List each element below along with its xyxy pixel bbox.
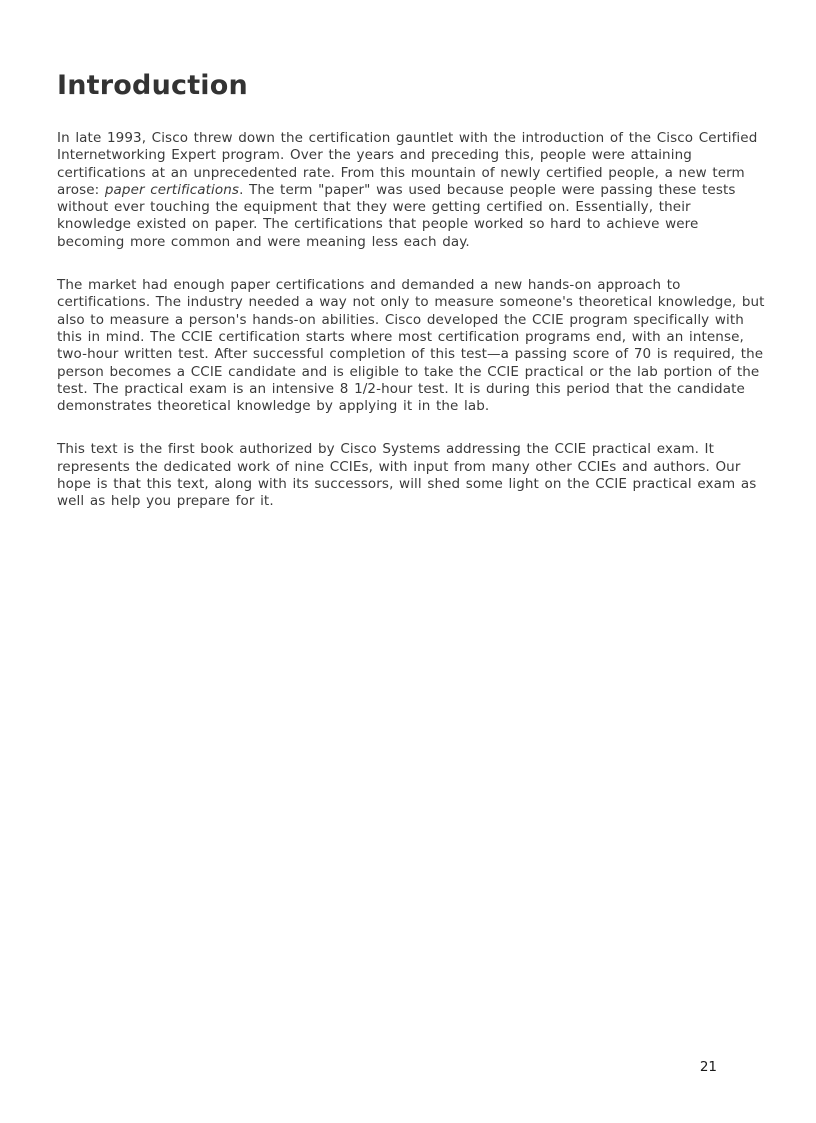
paragraph-1-text-post: . The term "paper" was used because people were passing these tests without ever touching the equipment that they were getting certified on. Essentially, their knowledge existed on paper. The certifications that people worked so hard to achieve were becoming more common and were meaning less each day. — [57, 181, 736, 250]
paragraph-1-text-pre: In late 1993, Cisco threw down the certification gauntlet with the introduction of the Cisco Certified Internetworking Expert program. Over the years and preceding this, people were attaining certifications at an unprecedented rate. From this mountain of newly certified people, a new term arose: — [57, 130, 758, 198]
page-number: 21 — [699, 1059, 717, 1075]
paragraph-intro-history — [57, 130, 767, 251]
paragraph-book-purpose: This text is the first book authorized by Cisco Systems addressing the CCIE practical exam. It represents the dedicated work of nine CCIEs, with input from many other CCIEs and authors. Our hope is that this text, along with its successors, will shed some light on the CCIE practical exam as well as help you prepare for it. — [57, 441, 757, 510]
paragraph-1-italic-phrase: paper certifications — [104, 181, 240, 198]
paragraph-market-demand: The market had enough paper certifications and demanded a new hands-on approach to certifications. The industry needed a way not only to measure someone's theoretical knowledge, but also to measure a person's hands-on abilities. Cisco developed the CCIE program specifically with this in mind. The CCIE certification starts where most certification programs end, with an intense, two-hour written test. After successful completion of this test—a passing score of 70 is required, the person becomes a CCIE candidate and is eligible to take the CCIE practical or the lab portion of the test. The practical exam is an intensive 8 1/2-hour test. It is during this period that the candidate demonstrates theoretical knowledge by applying it in the lab. — [57, 277, 765, 415]
page-content — [57, 70, 767, 537]
page-title: Introduction — [57, 70, 248, 101]
